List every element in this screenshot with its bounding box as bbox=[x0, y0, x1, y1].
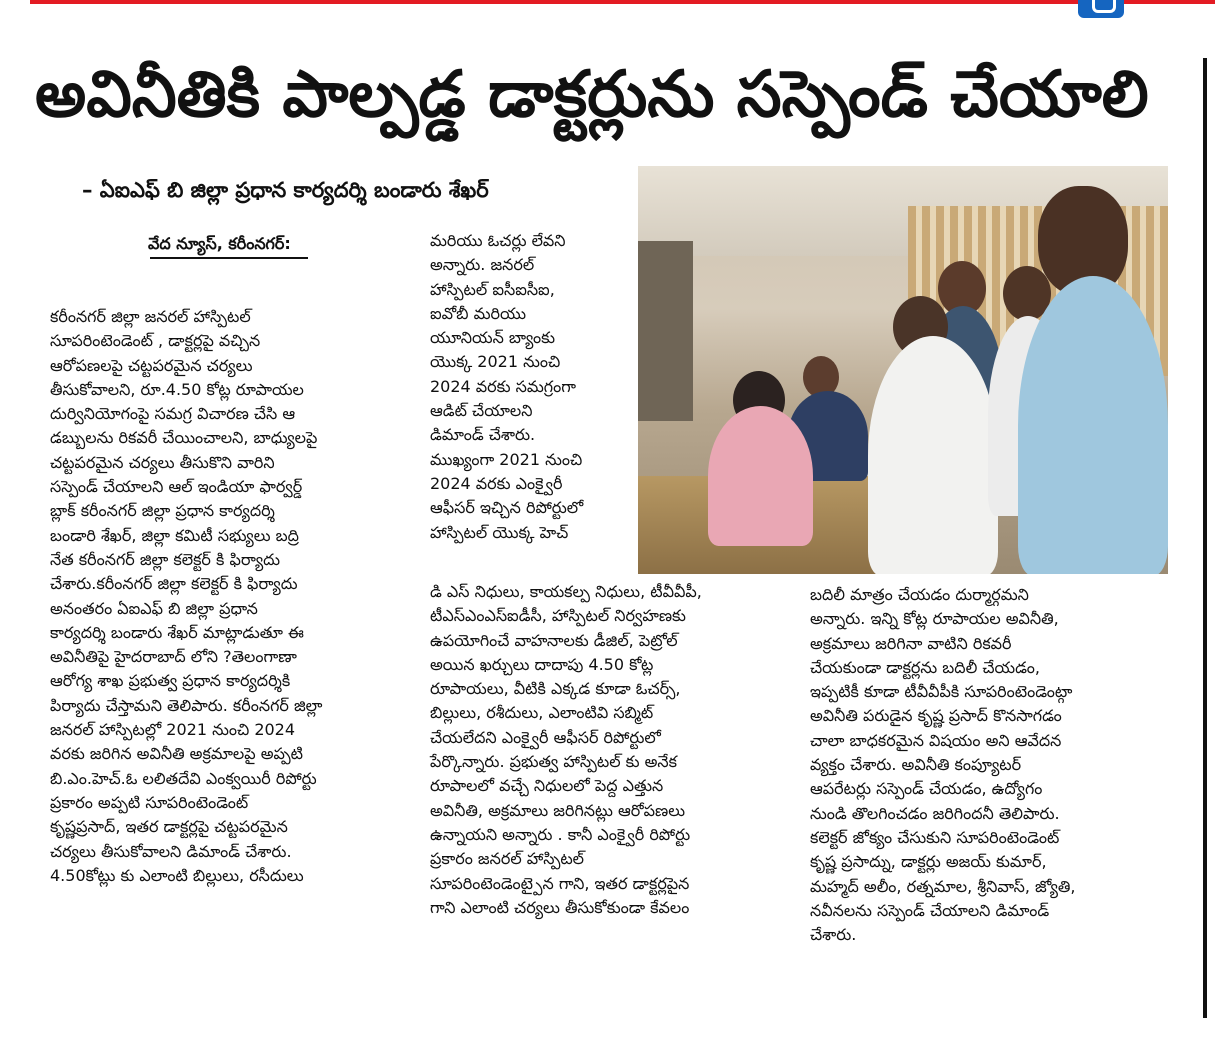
article-line: కరీంనగర్ జిల్లా జనరల్ హాస్పిటల్ bbox=[50, 307, 251, 326]
article-line: చేయకుండా డాక్టర్లను బదిలీ చేయడం, bbox=[810, 657, 1040, 677]
article-line: జనరల్ హాస్పిటల్లో 2021 నుంచి 2024 bbox=[50, 720, 296, 740]
article-line: కృష్ణప్రసాద్, ఇతర డాక్టర్లపై చట్టపరమైన bbox=[50, 817, 288, 837]
article-line: ఆఫీసర్ ఇచ్చిన రిపోర్టులో bbox=[430, 498, 584, 518]
article-line: ఆపరేటర్లు సస్పెండ్ చేయడం, ఉద్యోగం bbox=[810, 779, 1043, 799]
article-line: గాని ఎలాంటి చర్యలు తీసుకోకుండా కేవలం bbox=[430, 897, 690, 917]
article-line: చేశారు. bbox=[810, 925, 857, 945]
article-line: 2024 వరకు సమగ్రంగా bbox=[430, 376, 576, 396]
article-line: హాస్పిటల్ యొక్క హెచ్ bbox=[430, 522, 569, 542]
article-line: కృష్ణ ప్రసాద్ను, డాక్టర్లు అజయ్ కుమార్, bbox=[810, 852, 1047, 872]
article-line: ఇప్పటికీ కూడా టీవీవీపీకి సూపరింటెండెంట్గా bbox=[810, 682, 1073, 702]
article-line: నవీనలను సస్పెండ్ చేయాలని డిమాండ్ bbox=[810, 900, 1050, 920]
article-line: రూపాయలు, వీటికి ఎక్కడ కూడా ఓచర్స్, bbox=[430, 679, 681, 699]
article-line: పేర్కొన్నారు. ప్రభుత్వ హాస్పిటల్ కు అనేక bbox=[430, 752, 678, 772]
article-line: మరియు ఓచర్లు లేవని bbox=[430, 231, 566, 250]
article-line: చట్టపరమైన చర్యలు తీసుకొని వారిని bbox=[50, 452, 275, 472]
article-column-3 bbox=[430, 580, 790, 920]
article-line: ఐవోబీ మరియు bbox=[430, 303, 527, 323]
article-line: బండారి శేఖర్, జిల్లా కమిటీ సభ్యులు బద్రి bbox=[50, 525, 299, 545]
article-line: ఉపయోగించే వాహనాలకు డీజిల్, పెట్రోల్ bbox=[430, 630, 678, 650]
article-line: 4.50కోట్లు కు ఎలాంటి బిల్లులు, రసీదులు bbox=[50, 865, 304, 885]
photo-wall bbox=[638, 241, 693, 421]
article-line: బదిలీ మాత్రం చేయడం దుర్మార్గమని bbox=[810, 585, 1029, 604]
article-line: రూపాలలో వచ్చే నిధులలో పెద్ద ఎత్తున bbox=[430, 776, 664, 796]
headline: అవినీతికి పాల్పడ్డ డాక్టర్లును సస్పెండ్ చేయాలి bbox=[35, 58, 1149, 132]
article-line: చేశారు.కరీంనగర్ జిల్లా కలెక్టర్ కి ఫిర్యాదు bbox=[50, 574, 298, 594]
right-column-rule bbox=[1203, 58, 1207, 1018]
article-line: యూనియన్ బ్యాంకు bbox=[430, 328, 556, 348]
article-line: అవినీతి పరుడైన కృష్ణ ప్రసాద్ కొనసాగడం bbox=[810, 706, 1062, 726]
photo-person bbox=[1018, 276, 1168, 574]
article-line: పిర్యాదు చేస్తామని తెలిపారు. కరీంనగర్ జిల్లా bbox=[50, 695, 323, 715]
article-line: డిమాండ్ చేశారు. bbox=[430, 425, 536, 445]
article-line: అవినీతి, అక్రమాలు జరిగినట్లు ఆరోపణలు bbox=[430, 800, 686, 820]
byline: వేద న్యూస్, కరీంనగర్: bbox=[148, 234, 291, 253]
article-line: అన్నారు. జనరల్ bbox=[430, 255, 535, 275]
article-line: అన్నారు. ఇన్ని కోట్ల రూపాయల అవినీతి, bbox=[810, 609, 1059, 629]
article-line: కలెక్టర్ జోక్యం చేసుకుని సూపరింటెండెంట్ bbox=[810, 827, 1060, 847]
article-line: వరకు జరిగిన అవినీతి అక్రమాలపై అప్పటి bbox=[50, 744, 304, 764]
article-line: ఆరోపణలపై చట్టపరమైన చర్యలు bbox=[50, 355, 253, 375]
article-line: తీసుకోవాలని, రూ.4.50 కోట్ల రూపాయల bbox=[50, 379, 304, 399]
article-line: సూపరింటెండెంట్పైన గాని, ఇతర డాక్టర్లపైన bbox=[430, 873, 690, 893]
photo-person bbox=[868, 336, 998, 574]
article-column-1 bbox=[50, 305, 410, 888]
article-line: ప్రకారం అప్పటి సూపరింటెండెంట్ bbox=[50, 792, 249, 812]
article-line: నుండి తొలగించడం జరిగిందనీ తెలిపారు. bbox=[810, 803, 1060, 823]
article-line: ఆడిట్ చేయాలని bbox=[430, 401, 533, 421]
article-line: యొక్క 2021 నుంచి bbox=[430, 352, 561, 372]
article-line: టీఎస్ఎంఎస్ఐడీసీ, హాస్పిటల్ నిర్వహణకు bbox=[430, 606, 686, 626]
article-line: అవినీతిపై హైదరాబాద్ లోని ?తెలంగాణా bbox=[50, 647, 297, 667]
article-line: ప్రకారం జనరల్ హాస్పిటల్ bbox=[430, 849, 585, 869]
article-line: చేయలేదని ఎంక్వైరీ ఆఫీసర్ రిపోర్టులో bbox=[430, 727, 661, 747]
article-line: అయిన ఖర్చులు దాదాపు 4.50 కోట్ల bbox=[430, 654, 654, 674]
article-line: 2024 వరకు ఎంక్వైరీ bbox=[430, 473, 563, 493]
article-line: బ్లాక్ కరీంనగర్ జిల్లా ప్రధాన కార్యదర్శి bbox=[50, 501, 275, 521]
article-line: ఉన్నాయని అన్నారు . కానీ ఎంక్వైరీ రిపోర్టు bbox=[430, 824, 691, 844]
publication-logo bbox=[1078, 0, 1124, 18]
article-column-4 bbox=[810, 583, 1190, 947]
article-line: అక్రమాలు జరిగినా వాటిని రికవరీ bbox=[810, 633, 1012, 653]
article-line: కార్యదర్శి బండారు శేఖర్ మాట్లాడుతూ ఈ bbox=[50, 622, 304, 642]
article-line: నేత కరీంనగర్ జిల్లా కలెక్టర్ కి ఫిర్యాదు bbox=[50, 549, 280, 569]
article-line: ఆరోగ్య శాఖ ప్రభుత్వ ప్రధాన కార్యదర్శికి bbox=[50, 671, 291, 691]
byline-underline bbox=[150, 257, 308, 259]
news-photo bbox=[638, 166, 1168, 574]
article-line: డబ్బులను రికవరీ చేయించాలని, బాధ్యులపై bbox=[50, 428, 318, 448]
article-line: అనంతరం ఏఐఎఫ్ బి జిల్లా ప్రధాన bbox=[50, 598, 258, 618]
article-line: హాస్పిటల్ ఐసీఐసీఐ, bbox=[430, 279, 555, 299]
article-line: డి ఎస్ నిధులు, కాయకల్ప నిధులు, టీవీవీపీ, bbox=[430, 582, 702, 601]
article-line: చర్యలు తీసుకోవాలని డిమాండ్ చేశారు. bbox=[50, 841, 292, 861]
article-line: దుర్వినియోగంపై సమగ్ర విచారణ చేసి ఆ bbox=[50, 404, 296, 424]
subheadline: – ఏఐఎఫ్ బి జిల్లా ప్రధాన కార్యదర్శి బండారు శేఖర్ bbox=[82, 178, 489, 202]
article-line: సస్పెండ్ చేయాలని ఆల్ ఇండియా ఫార్వర్డ్ bbox=[50, 477, 303, 497]
article-line: ముఖ్యంగా 2021 నుంచి bbox=[430, 449, 583, 469]
top-red-bar bbox=[30, 0, 1215, 4]
article-line: వ్యక్తం చేశారు. అవినీతి కంప్యూటర్ bbox=[810, 755, 1022, 775]
article-line: సూపరింటెండెంట్ , డాక్టర్లపై వచ్చిన bbox=[50, 331, 261, 351]
article-line: చాలా బాధకరమైన విషయం అని ఆవేదన bbox=[810, 730, 1062, 750]
article-line: బి.ఎం.హెచ్.ఓ లలితదేవి ఎంక్వయిరీ రిపోర్టు bbox=[50, 768, 317, 788]
photo-person bbox=[708, 406, 813, 546]
article-line: బిల్లులు, రశీదులు, ఎలాంటివి సబ్మిట్ bbox=[430, 703, 654, 723]
article-line: మహ్మద్ అలీం, రత్నమాల, శ్రీనివాస్, జ్యోతి, bbox=[810, 876, 1076, 896]
